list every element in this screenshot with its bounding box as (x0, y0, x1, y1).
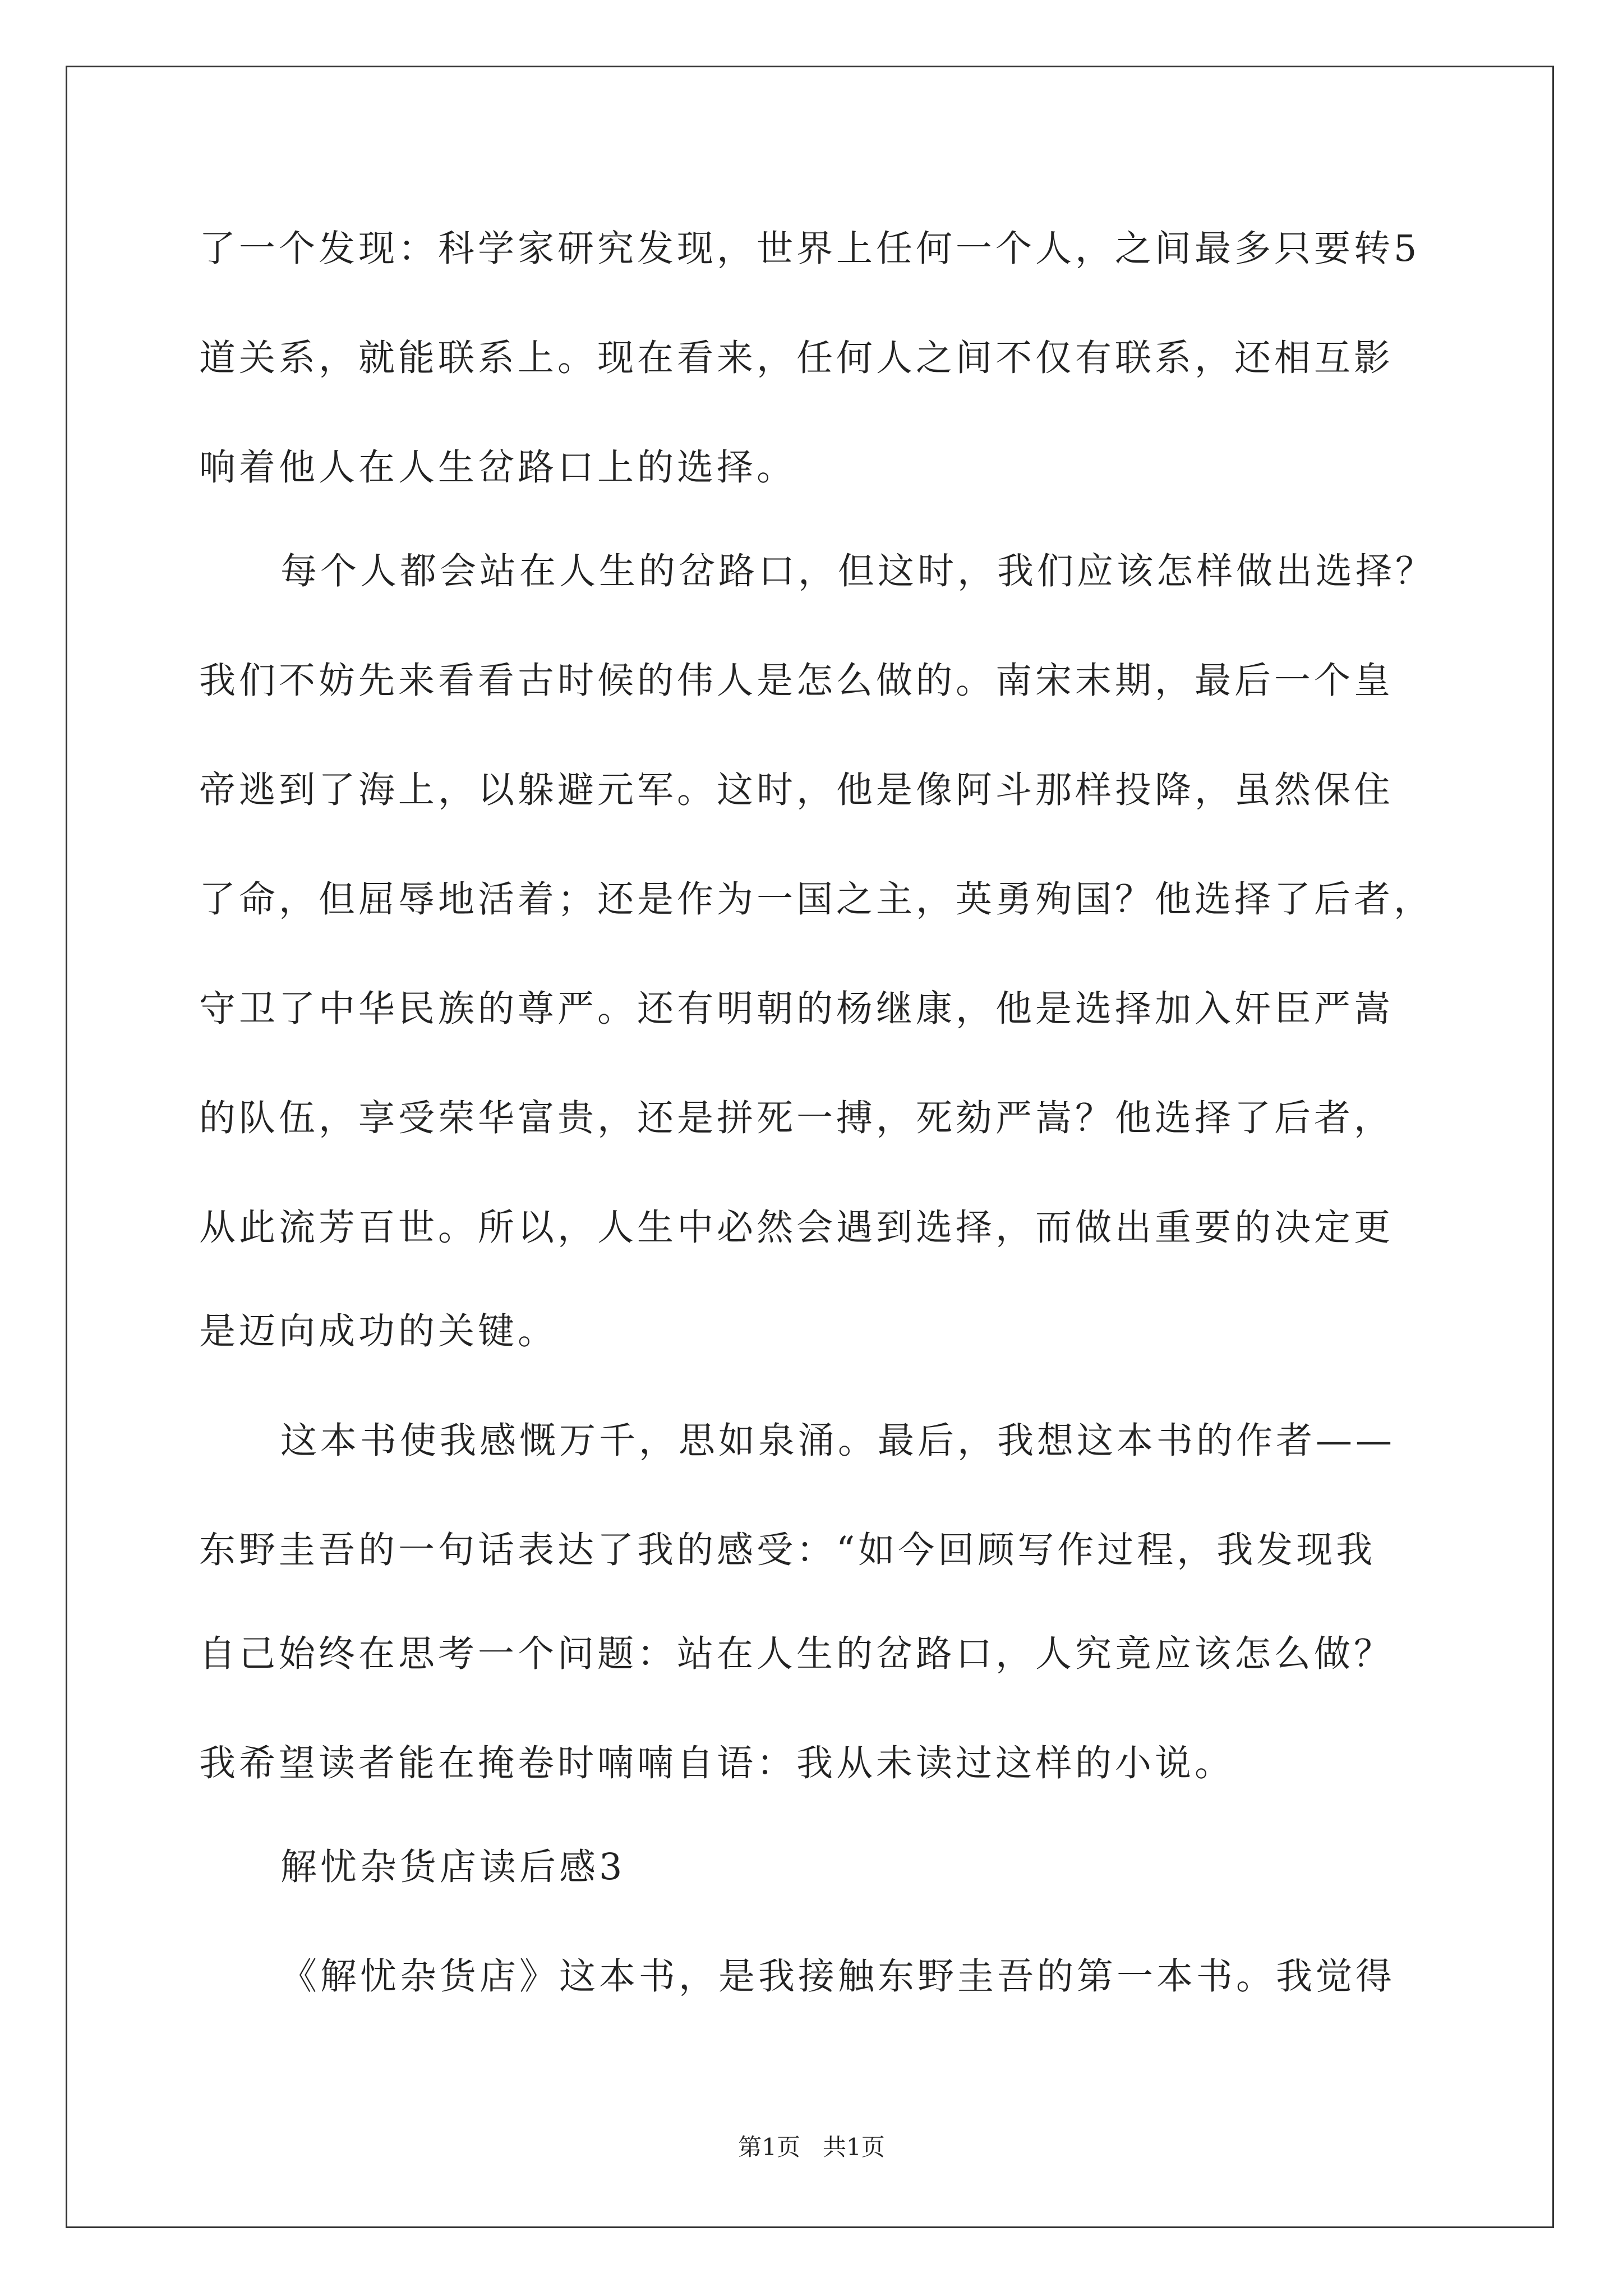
page-footer: 第1页 共1页 (738, 2133, 885, 2161)
text-line: 道关系，就能联系上。现在看来，任何人之间不仅有联系，还相互影 (199, 337, 1394, 379)
text-line: 响着他人在人生岔路口上的选择。 (199, 447, 797, 489)
section-heading: 解忧杂货店读后感3 (280, 1846, 626, 1888)
paragraph-start-line: 每个人都会站在人生的岔路口，但这时，我们应该怎样做出选择？ (280, 550, 1436, 592)
text-line: 自己始终在思考一个问题：站在人生的岔路口，人究竟应该怎么做？ (199, 1633, 1394, 1675)
text-line: 了一个发现：科学家研究发现，世界上任何一个人，之间最多只要转5 (199, 228, 1421, 270)
text-line: 我希望读者能在掩卷时喃喃自语：我从未读过这样的小说。 (199, 1742, 1235, 1784)
text-line: 东野圭吾的一句话表达了我的感受：“如今回顾写作过程，我发现我 (199, 1529, 1376, 1571)
text-line: 从此流芳百世。所以，人生中必然会遇到选择，而做出重要的决定更 (199, 1207, 1394, 1249)
text-line: 我们不妨先来看看古时候的伟人是怎么做的。南宋末期，最后一个皇 (199, 660, 1394, 702)
page-border (66, 66, 1554, 2228)
text-line: 守卫了中华民族的尊严。还有明朝的杨继康，他是选择加入奸臣严嵩 (199, 988, 1394, 1030)
paragraph-start-line: 这本书使我感慨万千，思如泉涌。最后，我想这本书的作者—— (280, 1420, 1396, 1462)
text-line: 帝逃到了海上，以躲避元军。这时，他是像阿斗那样投降，虽然保住 (199, 769, 1394, 811)
paragraph-start-line: 《解忧杂货店》这本书，是我接触东野圭吾的第一本书。我觉得 (280, 1955, 1396, 1998)
text-line: 是迈向成功的关键。 (199, 1310, 558, 1352)
text-line: 的队伍，享受荣华富贵，还是拼死一搏，死劾严嵩？他选择了后者， (199, 1097, 1394, 1139)
text-line: 了命，但屈辱地活着；还是作为一国之主，英勇殉国？他选择了后者， (199, 878, 1434, 921)
